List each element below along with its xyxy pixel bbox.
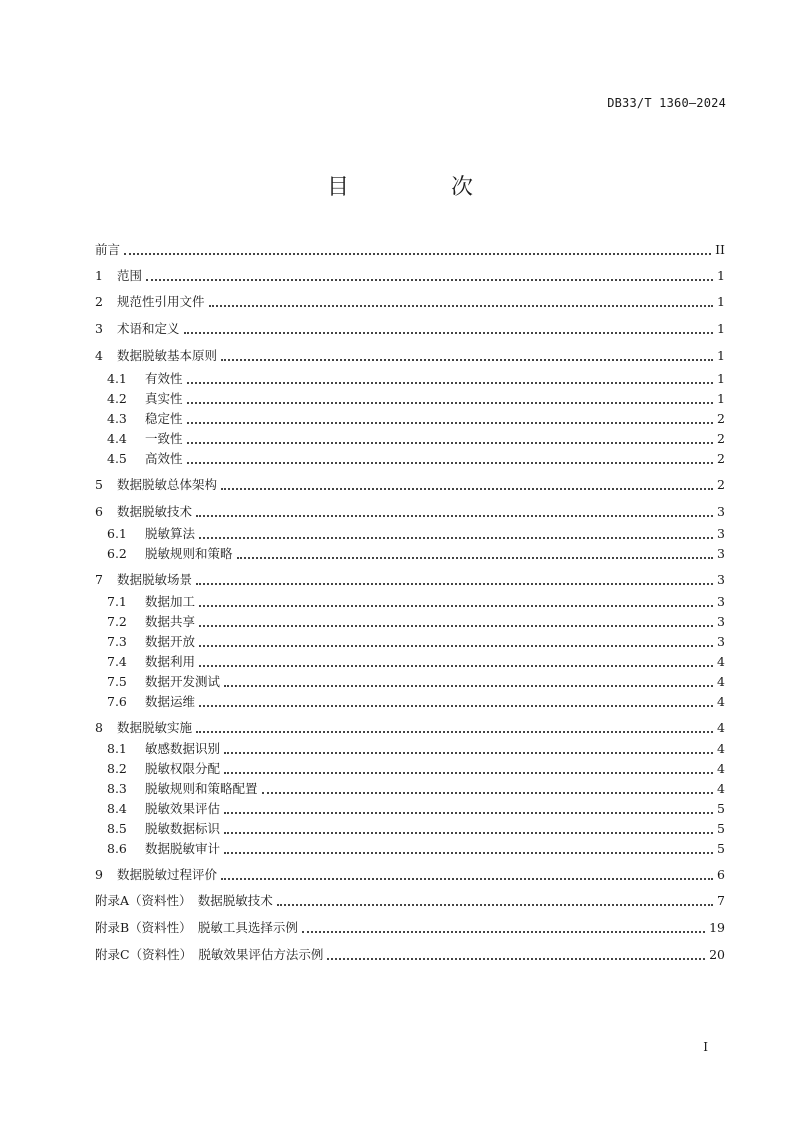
toc-entry-page: 1 xyxy=(717,348,725,363)
toc-entry[interactable] xyxy=(107,672,725,692)
toc-entry[interactable] xyxy=(95,266,725,286)
toc-entry-number: 7 xyxy=(95,572,103,587)
toc-entry[interactable] xyxy=(95,240,725,260)
toc-dot-leader xyxy=(221,866,713,880)
toc-entry[interactable] xyxy=(107,839,725,859)
toc-entry[interactable] xyxy=(107,632,725,652)
toc-entry-label: 范围 xyxy=(117,268,143,283)
toc-entry-label: 附录C（资料性） 脱敏效果评估方法示例 xyxy=(95,947,324,962)
toc-entry[interactable] xyxy=(107,409,725,429)
toc-entry-label: 数据脱敏实施 xyxy=(117,720,193,735)
toc-dot-leader xyxy=(196,503,713,517)
toc-dot-leader xyxy=(277,892,713,906)
toc-dot-leader xyxy=(199,633,713,647)
toc-entry-label: 一致性 xyxy=(145,431,183,446)
toc-entry[interactable] xyxy=(95,475,725,495)
toc-entry-label: 脱敏规则和策略 xyxy=(145,546,233,561)
toc-entry-label: 脱敏规则和策略配置 xyxy=(145,781,258,796)
toc-entry-number: 4 xyxy=(95,348,103,363)
toc-entry-page: 3 xyxy=(717,594,725,609)
toc-entry-number: 4.4 xyxy=(107,431,127,446)
toc-entry-number: 8.5 xyxy=(107,821,127,836)
toc-entry-label: 脱敏算法 xyxy=(145,526,196,541)
toc-dot-leader xyxy=(196,719,713,733)
toc-entry[interactable] xyxy=(107,612,725,632)
toc-dot-leader xyxy=(187,390,713,404)
toc-entry-page: 4 xyxy=(717,761,725,776)
toc-entry-page: 4 xyxy=(717,781,725,796)
toc-entry[interactable] xyxy=(107,429,725,449)
toc-entry-page: 5 xyxy=(717,801,725,816)
toc-dot-leader xyxy=(221,347,713,361)
page-title: 目 次 xyxy=(326,175,513,200)
toc-entry-number: 7.2 xyxy=(107,614,127,629)
toc-dot-leader xyxy=(221,476,713,490)
toc-entry[interactable] xyxy=(95,346,725,366)
toc-dot-leader xyxy=(224,800,713,814)
toc-dot-leader xyxy=(184,320,713,334)
toc-entry-number: 8.3 xyxy=(107,781,127,796)
toc-entry-page: 6 xyxy=(717,867,725,882)
toc-entry[interactable] xyxy=(95,865,725,885)
toc-dot-leader xyxy=(262,780,713,794)
toc-entry-label: 稳定性 xyxy=(145,411,183,426)
toc-entry-label: 附录A（资料性） 数据脱敏技术 xyxy=(95,893,273,908)
toc-entry[interactable] xyxy=(107,739,725,759)
toc-entry[interactable] xyxy=(95,891,725,911)
toc-entry-number: 7.5 xyxy=(107,674,127,689)
toc-entry-page: 3 xyxy=(717,572,725,587)
document-code: DB33/T 1360—2024 xyxy=(607,96,726,110)
toc-dot-leader xyxy=(224,760,713,774)
toc-dot-leader xyxy=(224,740,713,754)
toc-entry-label: 数据脱敏总体架构 xyxy=(117,477,218,492)
toc-entry-page: 2 xyxy=(717,431,725,446)
toc-dot-leader xyxy=(199,593,713,607)
toc-entry-page: 19 xyxy=(709,920,725,935)
toc-entry-number: 2 xyxy=(95,294,103,309)
toc-entry-label: 脱敏数据标识 xyxy=(145,821,221,836)
toc-entry-number: 7.6 xyxy=(107,694,127,709)
toc-entry[interactable] xyxy=(107,389,725,409)
toc-entry-page: II xyxy=(715,242,725,257)
toc-entry-label: 附录B（资料性） 脱敏工具选择示例 xyxy=(95,920,298,935)
toc-dot-leader xyxy=(196,571,713,585)
toc-entry-page: 5 xyxy=(717,821,725,836)
toc-entry-page: 1 xyxy=(717,321,725,336)
toc-entry-page: 5 xyxy=(717,841,725,856)
toc-entry-label: 数据脱敏技术 xyxy=(117,504,193,519)
toc-entry-label: 高效性 xyxy=(145,451,183,466)
toc-entry-number: 6 xyxy=(95,504,103,519)
toc-entry-label: 真实性 xyxy=(145,391,183,406)
toc-entry-number: 9 xyxy=(95,867,103,882)
toc-entry-label: 数据脱敏基本原则 xyxy=(117,348,218,363)
toc-entry-label: 规范性引用文件 xyxy=(117,294,205,309)
toc-entry-page: 3 xyxy=(717,614,725,629)
toc-dot-leader xyxy=(224,673,713,687)
toc-entry-label: 数据利用 xyxy=(145,654,196,669)
toc-entry-page: 3 xyxy=(717,526,725,541)
toc-entry-number: 4.3 xyxy=(107,411,127,426)
toc-entry[interactable] xyxy=(95,570,725,590)
toc-entry-label: 术语和定义 xyxy=(117,321,180,336)
toc-entry[interactable] xyxy=(107,819,725,839)
toc-dot-leader xyxy=(237,545,713,559)
toc-entry-page: 1 xyxy=(717,371,725,386)
toc-entry[interactable] xyxy=(107,779,725,799)
toc-entry-number: 8.2 xyxy=(107,761,127,776)
toc-entry-page: 4 xyxy=(717,741,725,756)
toc-entry-number: 3 xyxy=(95,321,103,336)
toc-dot-leader xyxy=(199,693,713,707)
toc-entry-page: 3 xyxy=(717,504,725,519)
toc-entry-number: 6.2 xyxy=(107,546,127,561)
toc-entry[interactable] xyxy=(107,449,725,469)
toc-entry-label: 数据脱敏场景 xyxy=(117,572,193,587)
toc-entry-number: 5 xyxy=(95,477,103,492)
toc-entry-label: 前言 xyxy=(95,242,121,257)
toc-entry-label: 数据加工 xyxy=(145,594,196,609)
toc-entry-page: 1 xyxy=(717,294,725,309)
toc-entry[interactable] xyxy=(95,918,725,938)
toc-entry[interactable] xyxy=(107,524,725,544)
toc-entry-number: 6.1 xyxy=(107,526,127,541)
toc-entry[interactable] xyxy=(107,369,725,389)
toc-entry-page: 1 xyxy=(717,268,725,283)
toc-entry-page: 1 xyxy=(717,391,725,406)
toc-entry[interactable] xyxy=(95,319,725,339)
toc-entry-number: 4.5 xyxy=(107,451,127,466)
toc-dot-leader xyxy=(209,293,713,307)
toc-entry-number: 4.2 xyxy=(107,391,127,406)
toc-entry-page: 3 xyxy=(717,546,725,561)
toc-entry-page: 7 xyxy=(717,893,725,908)
toc-dot-leader xyxy=(124,241,711,255)
toc-dot-leader xyxy=(187,430,713,444)
toc-entry[interactable] xyxy=(107,652,725,672)
toc-dot-leader xyxy=(199,525,713,539)
page-number: I xyxy=(703,1040,708,1054)
toc-entry-number: 8.4 xyxy=(107,801,127,816)
toc-entry-label: 数据脱敏过程评价 xyxy=(117,867,218,882)
toc-entry[interactable] xyxy=(95,292,725,312)
toc-entry-label: 数据脱敏审计 xyxy=(145,841,221,856)
toc-entry-number: 7.4 xyxy=(107,654,127,669)
toc-entry-number: 1 xyxy=(95,268,103,283)
toc-entry-label: 数据运维 xyxy=(145,694,196,709)
toc-dot-leader xyxy=(224,820,713,834)
toc-entry-number: 8.6 xyxy=(107,841,127,856)
toc-entry-page: 4 xyxy=(717,694,725,709)
toc-entry-label: 脱敏权限分配 xyxy=(145,761,221,776)
toc-entry-page: 4 xyxy=(717,674,725,689)
toc-entry[interactable] xyxy=(107,799,725,819)
toc-entry-label: 数据共享 xyxy=(145,614,196,629)
toc-entry-label: 敏感数据识别 xyxy=(145,741,221,756)
toc-entry-label: 有效性 xyxy=(145,371,183,386)
toc-dot-leader xyxy=(302,919,705,933)
toc-entry[interactable] xyxy=(107,592,725,612)
toc-entry-number: 7.1 xyxy=(107,594,127,609)
toc-entry-number: 8.1 xyxy=(107,741,127,756)
toc-dot-leader xyxy=(146,267,713,281)
toc-entry-label: 数据开发测试 xyxy=(145,674,221,689)
toc-entry-number: 4.1 xyxy=(107,371,127,386)
toc-entry[interactable] xyxy=(95,718,725,738)
toc-entry-page: 2 xyxy=(717,411,725,426)
toc-entry-label: 数据开放 xyxy=(145,634,196,649)
toc-dot-leader xyxy=(327,946,705,960)
toc-entry-page: 2 xyxy=(717,477,725,492)
toc-entry-page: 20 xyxy=(709,947,725,962)
toc-entry-page: 4 xyxy=(717,720,725,735)
toc-dot-leader xyxy=(199,613,713,627)
toc-dot-leader xyxy=(187,450,713,464)
toc-entry-number: 7.3 xyxy=(107,634,127,649)
toc-entry-number: 8 xyxy=(95,720,103,735)
toc-entry-label: 脱敏效果评估 xyxy=(145,801,221,816)
toc-entry[interactable] xyxy=(95,945,725,965)
toc-entry[interactable] xyxy=(107,692,725,712)
toc-dot-leader xyxy=(224,840,713,854)
toc-dot-leader xyxy=(187,410,713,424)
toc-entry-page: 4 xyxy=(717,654,725,669)
toc-dot-leader xyxy=(187,370,713,384)
toc-entry[interactable] xyxy=(107,544,725,564)
toc-entry-page: 3 xyxy=(717,634,725,649)
toc-entry-page: 2 xyxy=(717,451,725,466)
toc-entry[interactable] xyxy=(107,759,725,779)
toc-dot-leader xyxy=(199,653,713,667)
toc-entry[interactable] xyxy=(95,502,725,522)
